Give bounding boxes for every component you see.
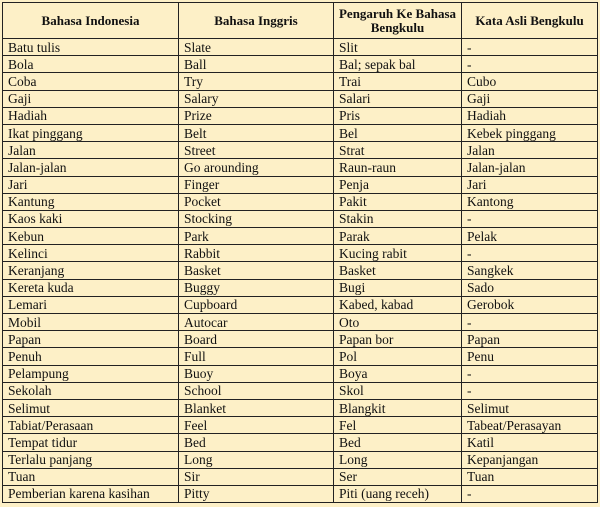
cell-bahasa-inggris: Street [179,142,334,159]
cell-pengaruh-bengkulu: Blangkit [334,399,462,416]
cell-bahasa-inggris: Cupboard [179,296,334,313]
cell-pengaruh-bengkulu: Bed [334,434,462,451]
cell-bahasa-indonesia: Tempat tidur [3,434,179,451]
header-pengaruh-ke-bahasa-bengkulu: Pengaruh Ke Bahasa Bengkulu [334,3,462,39]
table-row [3,90,598,107]
cell-pengaruh-bengkulu: Skol [334,382,462,399]
table-row [3,73,598,90]
cell-kata-asli-bengkulu: Hadiah [462,107,598,124]
cell-pengaruh-bengkulu: Stakin [334,210,462,227]
table-row [3,468,598,485]
cell-bahasa-inggris: Buggy [179,279,334,296]
cell-bahasa-inggris: Prize [179,107,334,124]
cell-pengaruh-bengkulu: Kabed, kabad [334,296,462,313]
cell-pengaruh-bengkulu: Pakit [334,193,462,210]
cell-bahasa-inggris: Pitty [179,485,334,502]
table-row [3,124,598,141]
table-row [3,365,598,382]
table-row [3,417,598,434]
table-row [3,296,598,313]
cell-bahasa-indonesia: Jalan-jalan [3,159,179,176]
header-bahasa-indonesia: Bahasa Indonesia [3,3,179,39]
cell-kata-asli-bengkulu: - [462,382,598,399]
cell-bahasa-indonesia: Papan [3,331,179,348]
cell-bahasa-indonesia: Terlalu panjang [3,451,179,468]
cell-pengaruh-bengkulu: Basket [334,262,462,279]
cell-pengaruh-bengkulu: Long [334,451,462,468]
table-row [3,245,598,262]
cell-bahasa-inggris: Stocking [179,210,334,227]
cell-pengaruh-bengkulu: Bugi [334,279,462,296]
cell-kata-asli-bengkulu: Jari [462,176,598,193]
cell-bahasa-inggris: Park [179,228,334,245]
cell-pengaruh-bengkulu: Fel [334,417,462,434]
cell-kata-asli-bengkulu: Tuan [462,468,598,485]
table-row [3,107,598,124]
header-row [3,3,598,39]
cell-bahasa-inggris: Basket [179,262,334,279]
cell-bahasa-indonesia: Pelampung [3,365,179,382]
cell-bahasa-indonesia: Pemberian karena kasihan [3,485,179,502]
cell-kata-asli-bengkulu: Katil [462,434,598,451]
cell-pengaruh-bengkulu: Trai [334,73,462,90]
table-row [3,56,598,73]
cell-bahasa-inggris: Rabbit [179,245,334,262]
cell-pengaruh-bengkulu: Pris [334,107,462,124]
cell-kata-asli-bengkulu: Kepanjangan [462,451,598,468]
cell-bahasa-inggris: Slate [179,39,334,56]
cell-pengaruh-bengkulu: Boya [334,365,462,382]
cell-kata-asli-bengkulu: - [462,365,598,382]
table-row [3,399,598,416]
cell-bahasa-indonesia: Ikat pinggang [3,124,179,141]
cell-kata-asli-bengkulu: Jalan [462,142,598,159]
cell-kata-asli-bengkulu: Selimut [462,399,598,416]
cell-bahasa-indonesia: Gaji [3,90,179,107]
table-body [3,39,598,503]
cell-kata-asli-bengkulu: Penu [462,348,598,365]
table-row [3,142,598,159]
cell-kata-asli-bengkulu: Sangkek [462,262,598,279]
table-row [3,279,598,296]
cell-bahasa-inggris: Board [179,331,334,348]
cell-bahasa-inggris: Blanket [179,399,334,416]
cell-bahasa-indonesia: Penuh [3,348,179,365]
cell-kata-asli-bengkulu: - [462,485,598,502]
cell-kata-asli-bengkulu: Jalan-jalan [462,159,598,176]
cell-bahasa-inggris: Belt [179,124,334,141]
table-row [3,39,598,56]
cell-kata-asli-bengkulu: Gaji [462,90,598,107]
table-row [3,485,598,502]
cell-kata-asli-bengkulu: Cubo [462,73,598,90]
cell-pengaruh-bengkulu: Kucing rabit [334,245,462,262]
cell-bahasa-indonesia: Jalan [3,142,179,159]
cell-bahasa-inggris: Pocket [179,193,334,210]
header-bahasa-inggris: Bahasa Inggris [179,3,334,39]
table-row [3,314,598,331]
cell-kata-asli-bengkulu: Sado [462,279,598,296]
table-row [3,348,598,365]
cell-bahasa-inggris: Try [179,73,334,90]
cell-pengaruh-bengkulu: Papan bor [334,331,462,348]
table-row [3,193,598,210]
table-row [3,159,598,176]
table-container [2,2,598,503]
cell-bahasa-inggris: Autocar [179,314,334,331]
vocabulary-table [2,2,598,503]
table-row [3,176,598,193]
cell-kata-asli-bengkulu: Papan [462,331,598,348]
cell-pengaruh-bengkulu: Ser [334,468,462,485]
cell-bahasa-inggris: Bed [179,434,334,451]
cell-bahasa-indonesia: Hadiah [3,107,179,124]
table-row [3,434,598,451]
cell-kata-asli-bengkulu: Gerobok [462,296,598,313]
cell-bahasa-inggris: Feel [179,417,334,434]
table-row [3,331,598,348]
cell-bahasa-inggris: Finger [179,176,334,193]
cell-bahasa-inggris: Salary [179,90,334,107]
cell-bahasa-indonesia: Kebun [3,228,179,245]
cell-bahasa-indonesia: Kantung [3,193,179,210]
cell-pengaruh-bengkulu: Strat [334,142,462,159]
cell-pengaruh-bengkulu: Bel [334,124,462,141]
cell-bahasa-inggris: Sir [179,468,334,485]
cell-pengaruh-bengkulu: Pol [334,348,462,365]
cell-pengaruh-bengkulu: Oto [334,314,462,331]
cell-kata-asli-bengkulu: Pelak [462,228,598,245]
cell-bahasa-inggris: Long [179,451,334,468]
cell-kata-asli-bengkulu: - [462,245,598,262]
cell-bahasa-inggris: Go arounding [179,159,334,176]
cell-kata-asli-bengkulu: - [462,56,598,73]
table-row [3,382,598,399]
cell-bahasa-indonesia: Kelinci [3,245,179,262]
table-row [3,228,598,245]
cell-pengaruh-bengkulu: Salari [334,90,462,107]
cell-bahasa-indonesia: Mobil [3,314,179,331]
cell-bahasa-indonesia: Kaos kaki [3,210,179,227]
cell-pengaruh-bengkulu: Slit [334,39,462,56]
header-kata-asli-bengkulu: Kata Asli Bengkulu [462,3,598,39]
cell-bahasa-indonesia: Sekolah [3,382,179,399]
cell-bahasa-indonesia: Kereta kuda [3,279,179,296]
cell-kata-asli-bengkulu: Kebek pinggang [462,124,598,141]
cell-pengaruh-bengkulu: Parak [334,228,462,245]
cell-kata-asli-bengkulu: - [462,39,598,56]
cell-bahasa-inggris: Buoy [179,365,334,382]
cell-bahasa-inggris: School [179,382,334,399]
cell-kata-asli-bengkulu: Tabeat/Perasayan [462,417,598,434]
cell-bahasa-indonesia: Coba [3,73,179,90]
cell-pengaruh-bengkulu: Bal; sepak bal [334,56,462,73]
cell-bahasa-indonesia: Bola [3,56,179,73]
table-header [3,3,598,39]
table-row [3,451,598,468]
cell-kata-asli-bengkulu: - [462,210,598,227]
cell-kata-asli-bengkulu: Kantong [462,193,598,210]
cell-bahasa-indonesia: Keranjang [3,262,179,279]
cell-bahasa-indonesia: Tabiat/Perasaan [3,417,179,434]
table-row [3,210,598,227]
cell-bahasa-inggris: Ball [179,56,334,73]
cell-bahasa-indonesia: Selimut [3,399,179,416]
cell-pengaruh-bengkulu: Raun-raun [334,159,462,176]
cell-kata-asli-bengkulu: - [462,314,598,331]
cell-bahasa-indonesia: Tuan [3,468,179,485]
cell-bahasa-inggris: Full [179,348,334,365]
table-row [3,262,598,279]
cell-bahasa-indonesia: Batu tulis [3,39,179,56]
cell-bahasa-indonesia: Jari [3,176,179,193]
cell-pengaruh-bengkulu: Piti (uang receh) [334,485,462,502]
cell-bahasa-indonesia: Lemari [3,296,179,313]
cell-pengaruh-bengkulu: Penja [334,176,462,193]
